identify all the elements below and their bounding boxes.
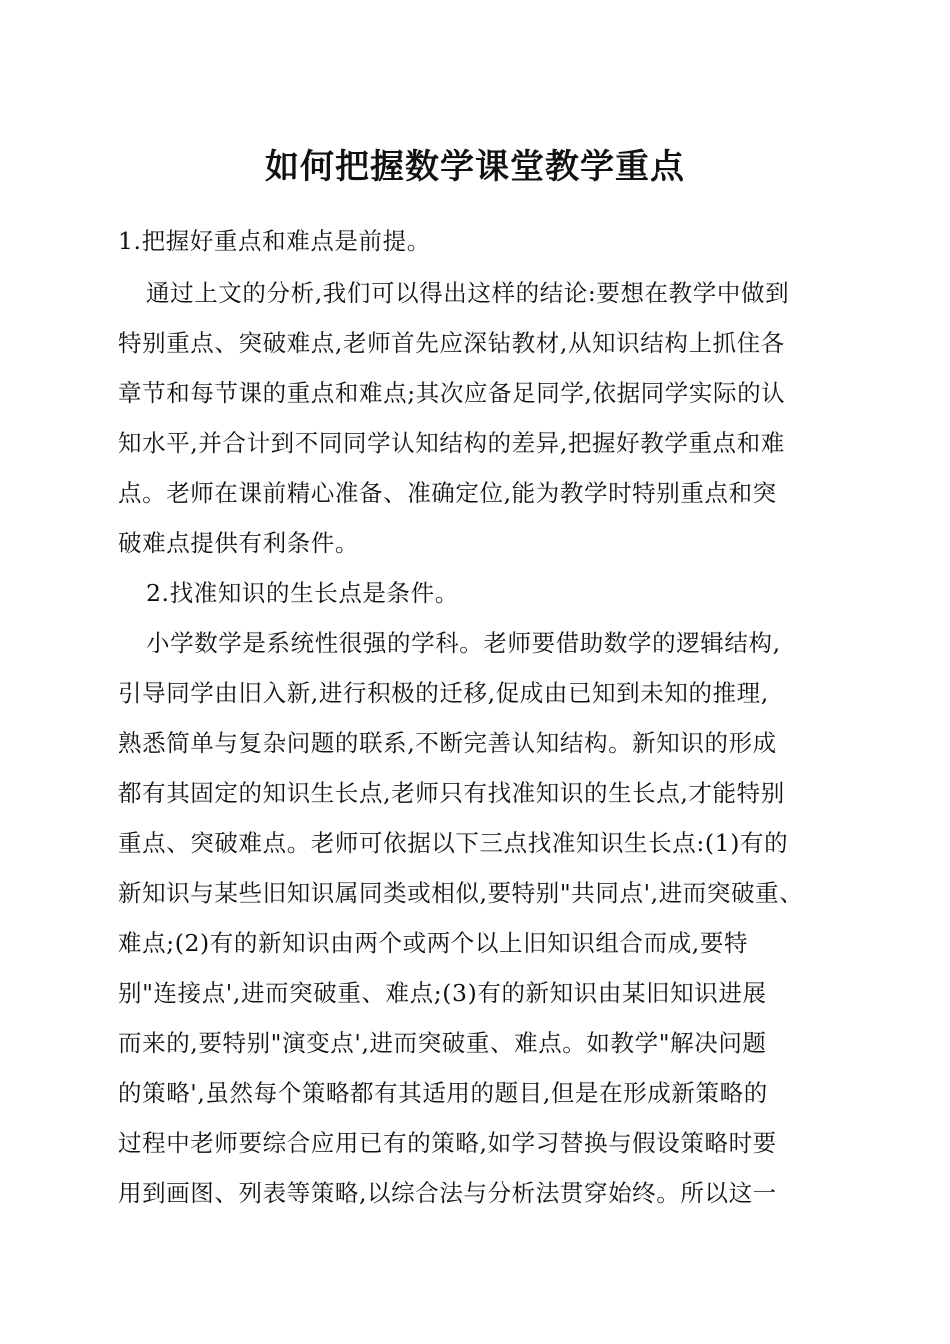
paragraph-line: 点。老师在课前精心准备、准确定位,能为教学时特别重点和突 bbox=[118, 479, 777, 507]
paragraph-line: 特别重点、突破难点,老师首先应深钻教材,从知识结构上抓住各 bbox=[118, 329, 785, 357]
paragraph-line: 新知识与某些旧知识属同类或相似,要特别"共同点',进而突破重、 bbox=[118, 879, 804, 907]
paragraph-line: 2.找准知识的生长点是条件。 bbox=[146, 579, 459, 607]
paragraph-line: 1.把握好重点和难点是前提。 bbox=[118, 227, 431, 255]
paragraph-line: 引导同学由旧入新,进行积极的迁移,促成由已知到未知的推理, bbox=[118, 679, 769, 707]
paragraph-line: 破难点提供有利条件。 bbox=[118, 529, 359, 557]
paragraph-line: 的策略',虽然每个策略都有其适用的题目,但是在形成新策略的 bbox=[118, 1079, 768, 1107]
paragraph-line: 熟悉简单与复杂问题的联系,不断完善认知结构。新知识的形成 bbox=[118, 729, 777, 757]
paragraph-line: 通过上文的分析,我们可以得出这样的结论:要想在教学中做到 bbox=[146, 279, 790, 307]
paragraph-line: 用到画图、列表等策略,以综合法与分析法贯穿始终。所以这一 bbox=[118, 1179, 777, 1207]
paragraph-line: 难点;(2)有的新知识由两个或两个以上旧知识组合而成,要特 bbox=[118, 929, 749, 957]
paragraph-line: 小学数学是系统性很强的学科。老师要借助数学的逻辑结构, bbox=[146, 629, 781, 657]
paragraph-line: 而来的,要特别"演变点',进而突破重、难点。如教学"解决问题 bbox=[118, 1029, 767, 1057]
paragraph-line: 过程中老师要综合应用已有的策略,如学习替换与假设策略时要 bbox=[118, 1129, 777, 1157]
paragraph-line: 都有其固定的知识生长点,老师只有找准知识的生长点,才能特别 bbox=[118, 779, 785, 807]
paragraph-line: 别"连接点',进而突破重、难点;(3)有的新知识由某旧知识进展 bbox=[118, 979, 767, 1007]
paragraph-line: 知水平,并合计到不同同学认知结构的差异,把握好教学重点和难 bbox=[118, 429, 785, 457]
paragraph-line: 章节和每节课的重点和难点;其次应备足同学,依据同学实际的认 bbox=[118, 379, 786, 407]
document-title: 如何把握数学课堂教学重点 bbox=[265, 147, 685, 187]
paragraph-line: 重点、突破难点。老师可依据以下三点找准知识生长点:(1)有的 bbox=[118, 829, 789, 857]
